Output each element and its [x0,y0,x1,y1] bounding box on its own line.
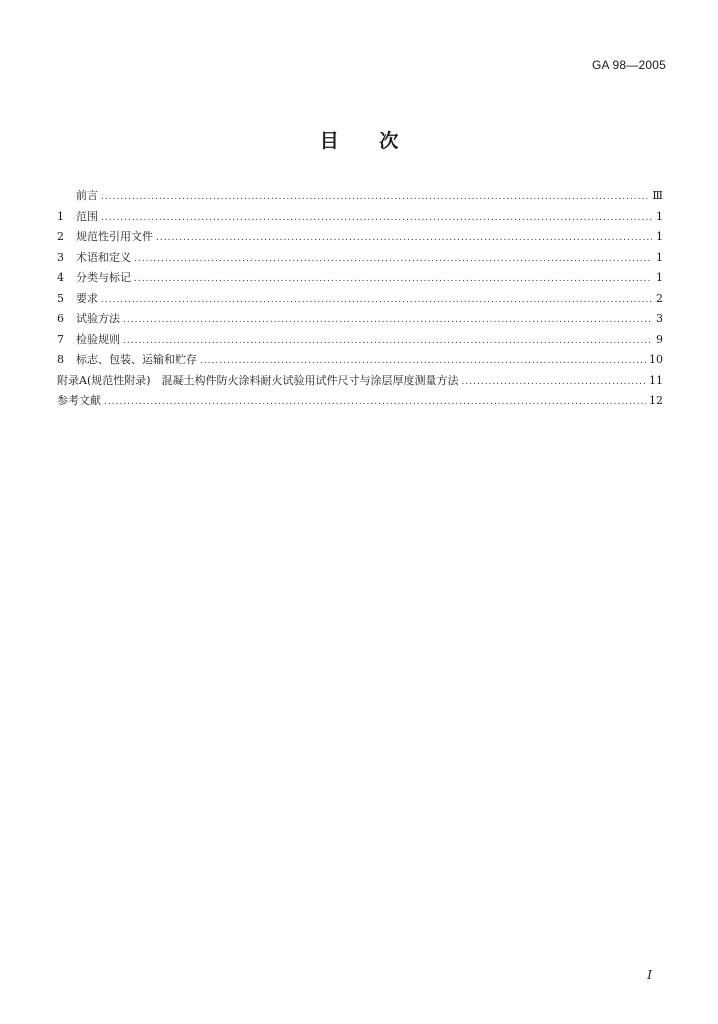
toc-entry-title: 参考文献 [57,394,101,407]
toc-entry-title: 标志、包装、运输和贮存 [76,353,197,366]
toc-entry-page: 11 [649,373,663,387]
toc-entry-number: 8 [57,353,64,366]
document-code: GA 98—2005 [591,58,666,72]
toc-entry-terms-definitions[interactable] [57,248,663,269]
toc-entry-title: 规范性引用文件 [76,230,153,243]
toc-entry-page: 1 [656,250,663,264]
toc-leader-dots [101,187,649,207]
toc-leader-dots [200,351,646,371]
toc-entry-appendix-a[interactable] [57,371,663,392]
toc-entry-page: 1 [656,271,663,284]
toc-title: 目 次 [319,130,399,152]
toc-entry-page: 2 [656,291,663,305]
toc-entry-page: 10 [649,353,663,366]
toc-leader-dots [134,249,652,269]
toc-entry-marking-packaging[interactable] [57,350,663,371]
toc-entry-number: 1 [57,209,64,223]
toc-leader-dots [123,331,652,351]
table-of-contents [57,186,663,412]
toc-entry-page: 3 [656,312,663,325]
toc-entry-number: 6 [57,312,64,325]
toc-entry-inspection-rules[interactable] [57,330,663,351]
toc-entry-title: 前言 [76,189,98,202]
toc-entry-foreword[interactable] [57,186,663,207]
toc-entry-title: 分类与标记 [76,271,131,284]
toc-entry-title: 范围 [76,209,98,223]
toc-entry-title: 检验规则 [76,332,120,346]
toc-leader-dots [101,290,652,310]
toc-entry-title: 试验方法 [76,312,120,325]
toc-entry-number: 7 [57,332,64,346]
toc-entry-page: 9 [656,332,663,346]
toc-entry-title: 附录A(规范性附录) 混凝土构件防火涂料耐火试验用试件尺寸与涂层厚度测量方法 [57,373,459,387]
toc-entry-bibliography[interactable] [57,391,663,412]
toc-leader-dots [123,310,652,330]
toc-entry-test-methods[interactable] [57,309,663,330]
toc-entry-scope[interactable] [57,207,663,228]
toc-entry-title: 要求 [76,291,98,305]
toc-entry-page: 12 [649,394,663,407]
toc-entry-number: 3 [57,250,64,264]
toc-entry-page: 1 [656,230,663,243]
toc-entry-number: 4 [57,271,64,284]
toc-entry-normative-references[interactable] [57,227,663,248]
toc-leader-dots [104,392,646,412]
toc-leader-dots [462,372,646,392]
toc-leader-dots [156,228,652,248]
toc-entry-page: 1 [656,209,663,223]
toc-entry-title: 术语和定义 [76,250,131,264]
toc-entry-classification[interactable] [57,268,663,289]
toc-entry-number: 2 [57,230,64,243]
toc-leader-dots [101,208,652,228]
toc-entry-number: 5 [57,291,64,305]
toc-entry-requirements[interactable] [57,289,663,310]
page-number: I [647,968,652,982]
toc-leader-dots [134,269,652,289]
toc-entry-page: Ⅲ [652,189,663,202]
